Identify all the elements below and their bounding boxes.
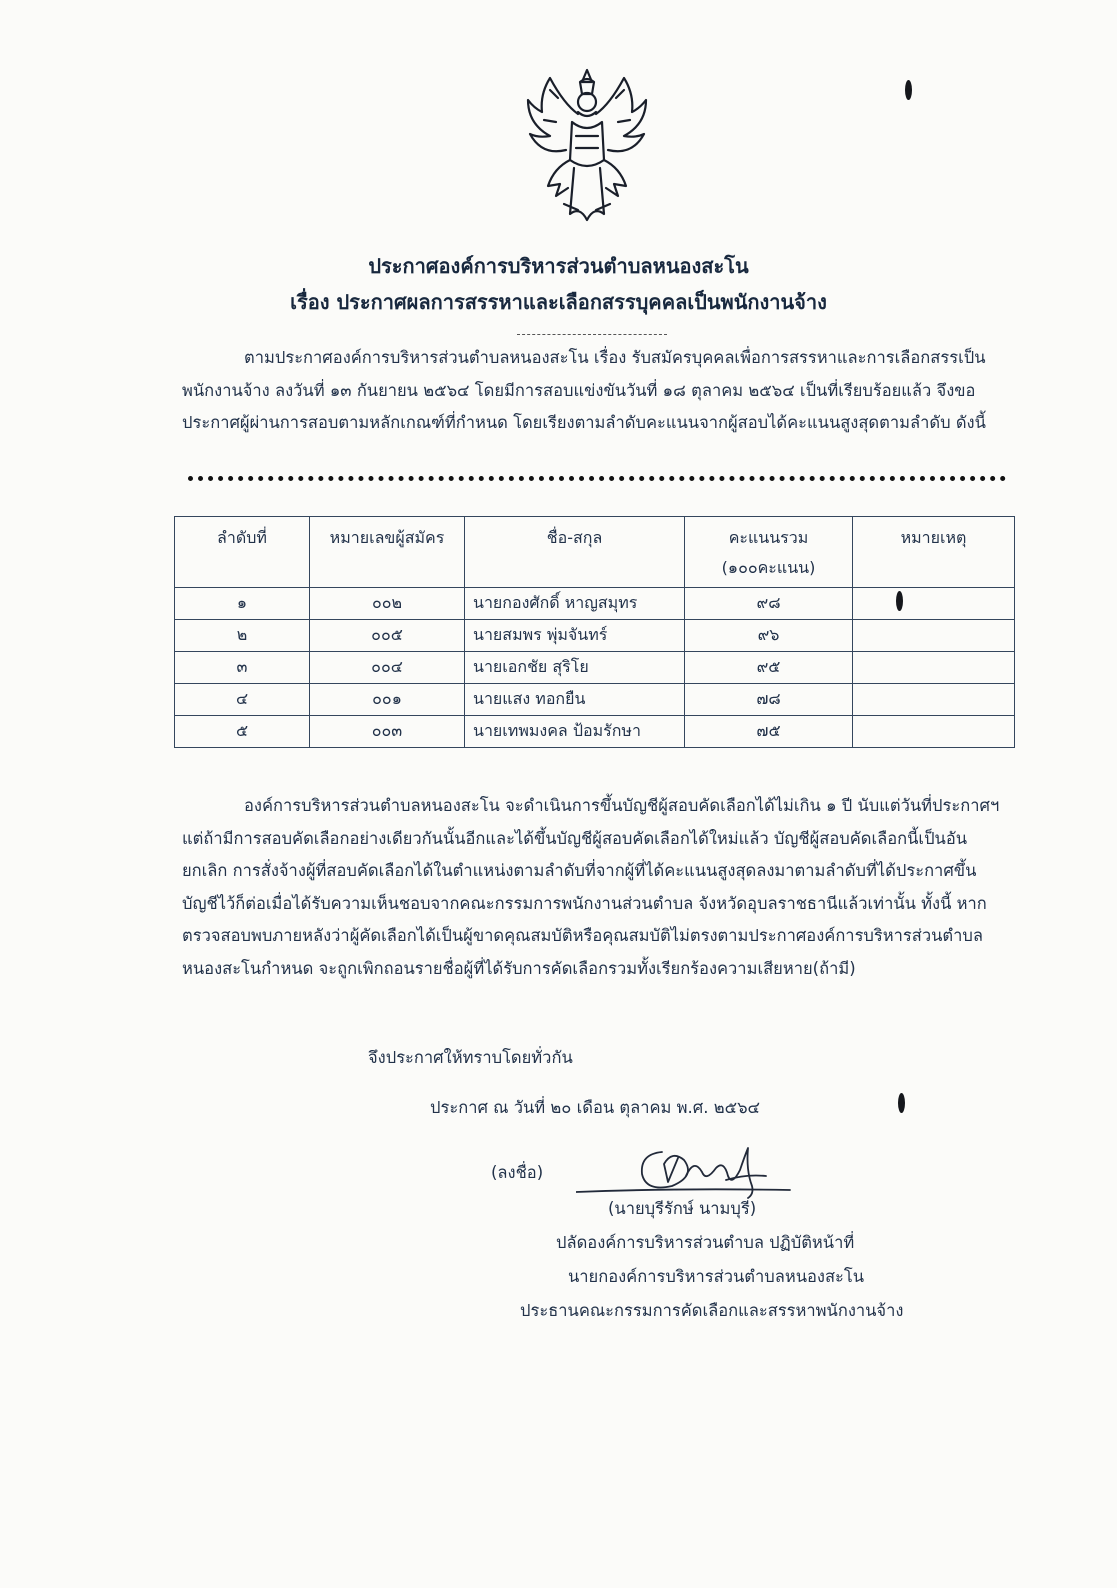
signer-position-1: ปลัดองค์การบริหารส่วนตำบล ปฏิบัติหน้าที่ — [556, 1233, 855, 1252]
cell-rank: ๓ — [175, 652, 310, 684]
cell-name: นายเอกชัย สุริโย — [465, 652, 685, 684]
cell-remark — [853, 620, 1015, 652]
garuda-emblem-icon — [520, 64, 654, 224]
document-subject: เรื่อง ประกาศผลการสรรหาและเลือกสรรบุคคลเป็นพนักงานจ้าง — [290, 290, 827, 314]
table-row — [175, 620, 1015, 652]
header-rank: ลำดับที่ — [175, 517, 310, 588]
cell-applicant-no: ๐๐๕ — [310, 620, 465, 652]
cell-name: นายแสง ทอกยืน — [465, 684, 685, 716]
cell-score: ๙๖ — [685, 620, 853, 652]
intro-paragraph — [182, 342, 1004, 440]
body-text: องค์การบริหารส่วนตำบลหนองสะโน จะดำเนินการขึ้นบัญชีผู้สอบคัดเลือกได้ไม่เกิน ๑ ปี นับแต่วันที่ประกาศฯ แต่ถ้ามีการสอบคัดเลือกอย่างเดียวกันนั้นอีกและได้ขึ้นบัญชีผู้สอบคัดเลือกได้ใหม่แล้ว บัญชีผู้สอบคัดเลือกนี้เป็นอันยกเลิก การสั่งจ้างผู้ที่สอบคัดเลือกได้ในตำแหน่งตามลำดับที่จากผู้ที่ได้คะแนนสูงสุดลงมาตามลำดับที่ได้ประกาศขึ้นบัญชีไว้ก็ต่อเมื่อได้รับความเห็นชอบจากคณะกรรมการพนักงานส่วนตำบล จังหวัดอุบลราชธานีแล้วเท่านั้น ทั้งนี้ หากตรวจสอบพบภายหลังว่าผู้คัดเลือกได้เป็นผู้ขาดคุณสมบัติหรือคุณสมบัติไม่ตรงตามประกาศองค์การบริหารส่วนตำบลหนองสะโนกำหนด จะถูกเพิกถอนรายชื่อผู้ที่ได้รับการคัดเลือกรวมทั้งเรียกร้องความเสียหาย(ถ้ามี) — [182, 796, 1000, 978]
cell-name: นายเทพมงคล ป้อมรักษา — [465, 716, 685, 748]
body-paragraph — [182, 790, 1004, 985]
results-table — [174, 516, 1015, 748]
table-row — [175, 588, 1015, 620]
table-header-row — [175, 517, 1015, 588]
cell-applicant-no: ๐๐๑ — [310, 684, 465, 716]
signer-position-2: นายกองค์การบริหารส่วนตำบลหนองสะโน — [568, 1267, 865, 1286]
cell-name: นายสมพร พุ่มจันทร์ — [465, 620, 685, 652]
ink-mark-date — [898, 1093, 905, 1113]
document-title: ประกาศองค์การบริหารส่วนตำบลหนองสะโน — [368, 254, 749, 278]
header-score-note: (๑๐๐คะแนน) — [721, 558, 816, 577]
announcement-date: ประกาศ ณ วันที่ ๒๐ เดือน ตุลาคม พ.ศ. ๒๕๖๔ — [430, 1098, 761, 1117]
intro-text: ตามประกาศองค์การบริหารส่วนตำบลหนองสะโน เรื่อง รับสมัครบุคคลเพื่อการสรรหาและการเลือกสรรเป็นพนักงานจ้าง ลงวันที่ ๑๓ กันยายน ๒๕๖๔ โดยมีการสอบแข่งขันวันที่ ๑๘ ตุลาคม ๒๕๖๔ เป็นที่เรียบร้อยแล้ว จึงขอประกาศผู้ผ่านการสอบตามหลักเกณฑ์ที่กำหนด โดยเรียงตามลำดับคะแนนจากผู้สอบได้คะแนนสูงสุดตามลำดับ ดังนี้ — [182, 348, 986, 432]
cell-remark — [853, 684, 1015, 716]
header-name: ชื่อ-สกุล — [465, 517, 685, 588]
cell-applicant-no: ๐๐๓ — [310, 716, 465, 748]
cell-applicant-no: ๐๐๔ — [310, 652, 465, 684]
dotted-separator — [188, 476, 1006, 481]
signer-position-3: ประธานคณะกรรมการคัดเลือกและสรรหาพนักงานจ้าง — [520, 1301, 904, 1320]
cell-name: นายกองศักดิ์ หาญสมุทร — [465, 588, 685, 620]
header-remark: หมายเหตุ — [853, 517, 1015, 588]
header-applicant-no: หมายเลขผู้สมัคร — [310, 517, 465, 588]
cell-score: ๗๘ — [685, 684, 853, 716]
table-row — [175, 652, 1015, 684]
cell-remark — [853, 652, 1015, 684]
cell-rank: ๑ — [175, 588, 310, 620]
cell-rank: ๔ — [175, 684, 310, 716]
table-row — [175, 684, 1015, 716]
cell-rank: ๒ — [175, 620, 310, 652]
signer-name: (นายบุรีรักษ์ นามบุรี) — [608, 1199, 757, 1218]
cell-rank: ๕ — [175, 716, 310, 748]
table-row — [175, 716, 1015, 748]
header-score — [685, 517, 853, 588]
cell-score: ๙๕ — [685, 652, 853, 684]
signature-label: (ลงชื่อ) — [491, 1163, 544, 1182]
cell-remark — [853, 716, 1015, 748]
cell-score: ๗๕ — [685, 716, 853, 748]
header-score-label: คะแนนรวม — [728, 528, 809, 547]
closing-announce: จึงประกาศให้ทราบโดยทั่วกัน — [368, 1048, 573, 1067]
ink-mark-top — [905, 80, 912, 100]
cell-remark — [853, 588, 1015, 620]
cell-score: ๙๘ — [685, 588, 853, 620]
title-divider — [517, 334, 667, 335]
cell-applicant-no: ๐๐๒ — [310, 588, 465, 620]
